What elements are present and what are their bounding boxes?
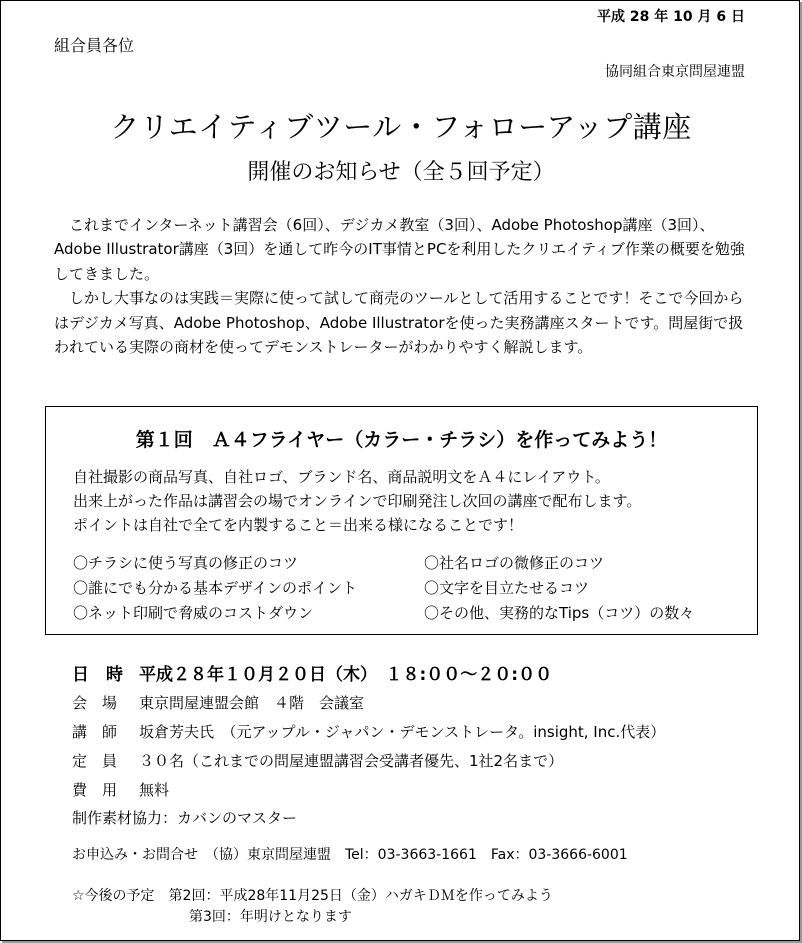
capacity-label: 定 員 — [72, 752, 118, 770]
datetime-value: 平成２８年１０月２０日（木） １８:００～２０:００ — [139, 665, 553, 685]
session-description — [73, 465, 641, 537]
addressee: 組合員各位 — [54, 36, 135, 55]
tip-item: 〇誰にでも分かる基本デザインのポイント — [73, 579, 357, 597]
future-schedule — [72, 886, 553, 928]
contact-info: お申込み・お問合せ （協）東京問屋連盟 Tel：03-3663-1661 Fax：03-3666-6001 — [72, 847, 628, 863]
sender-organization: 協同組合東京問屋連盟 — [605, 64, 745, 80]
tip-item: 〇チラシに使う写真の修正のコツ — [73, 554, 299, 572]
capacity-value: ３０名（これまでの問屋連盟講習会受講者優先、1社2名まで） — [139, 752, 564, 770]
tips-list-right — [424, 551, 694, 626]
lecturer-value: 坂倉芳夫氏 （元アップル・ジャパン・デモンストレータ。insight, Inc.代表） — [139, 723, 666, 741]
document-title: クリエイティブツール・フォローアップ講座 — [110, 110, 692, 144]
lecturer-label: 講 師 — [72, 723, 118, 741]
datetime-row — [72, 660, 552, 685]
intro-paragraph-2: しかし大事なのは実践＝実際に使って試して商売のツールとして活用することです！そこで今回からはデジカメ写真、Adobe Photoshop、Adobe Illustratorを使った実務講座スタートです。問屋街で扱われている実際の商材を使ってデモンストレーターがわかりやすく解説します。 — [54, 289, 744, 357]
session-box — [45, 406, 758, 635]
future-line-2: 第3回：年明けとなります — [189, 909, 352, 925]
session-title: 第１回 Ａ４フライヤー（カラー・チラシ）を作ってみよう！ — [135, 429, 668, 451]
venue-value: 東京問屋連盟会館 ４階 会議室 — [139, 694, 365, 712]
description-line: ポイントは自社で全てを内製すること＝出来る様になることです！ — [73, 516, 524, 534]
fee-label: 費 用 — [72, 781, 118, 799]
tip-item: 〇ネット印刷で脅威のコストダウン — [73, 604, 314, 622]
venue-label: 会 場 — [72, 694, 118, 712]
materials-credit: 制作素材協力：カバンのマスター — [72, 809, 298, 827]
description-line: 出来上がった作品は講習会の場でオンラインで印刷発注し次回の講座で配布します。 — [73, 492, 642, 510]
intro-text — [54, 213, 754, 359]
lecturer-row — [72, 721, 665, 742]
description-line: 自社撮影の商品写真、自社ロゴ、ブランド名、商品説明文をＡ４にレイアウト。 — [73, 468, 610, 486]
fee-value: 無料 — [139, 781, 170, 799]
issue-date: 平成 28 年 10 月 6 日 — [597, 9, 745, 25]
capacity-row — [72, 750, 563, 771]
fee-row — [72, 779, 169, 800]
intro-paragraph-1: これまでインターネット講習会（6回）、デジカメ教室（3回）、Adobe Photoshop講座（3回）、Adobe Illustrator講座（3回）を通して昨今のIT事情とPCを利用したクリエイティブ作業の概要を勉強してきました。 — [54, 216, 745, 283]
tip-item: 〇文字を目立たせるコツ — [424, 579, 590, 597]
venue-row — [72, 692, 364, 713]
future-line-1: ☆今後の予定 第2回：平成28年11月25日（金）ハガキＤＭを作ってみよう — [72, 888, 553, 904]
tip-item: 〇社名ロゴの微修正のコツ — [424, 554, 605, 572]
tips-list-left — [73, 551, 357, 626]
tip-item: 〇その他、実務的なTips（コツ）の数々 — [424, 604, 695, 622]
document-subtitle: 開催のお知らせ（全５回予定） — [247, 160, 555, 185]
datetime-label: 日 時 — [72, 665, 123, 685]
